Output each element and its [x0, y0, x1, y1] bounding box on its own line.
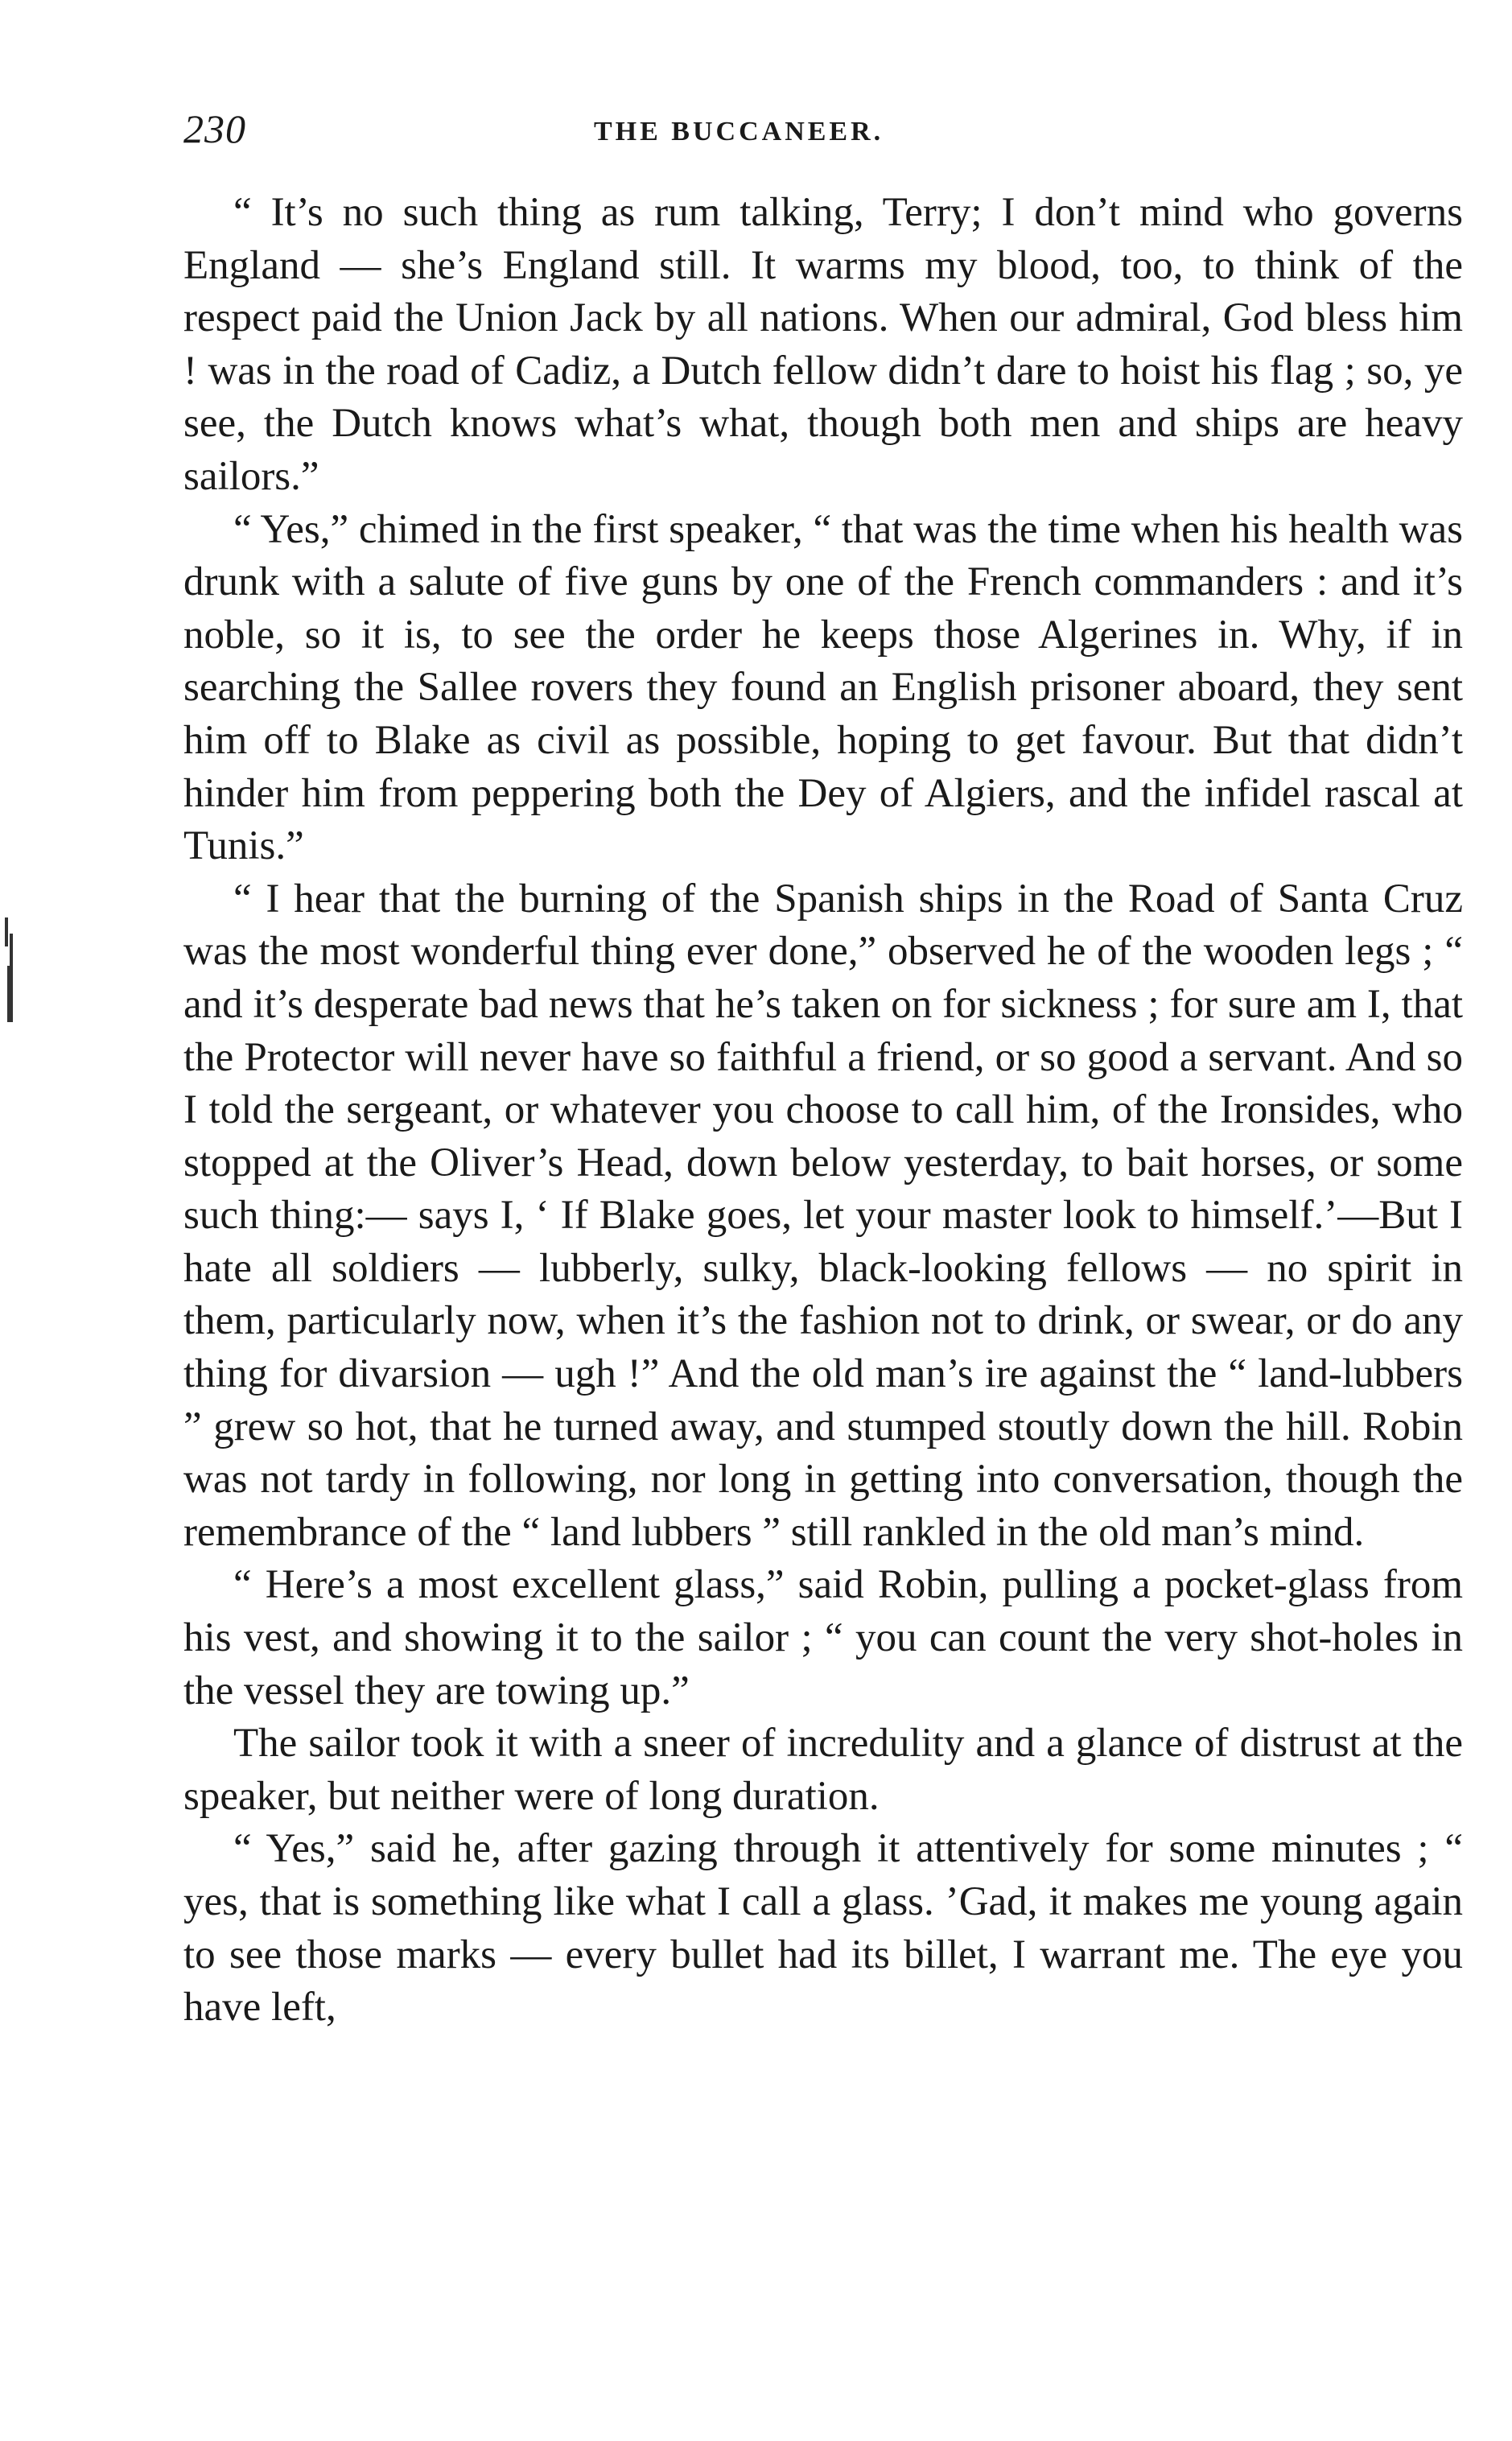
paragraph: The sailor took it with a sneer of incredulity and a glance of distrust at the speaker, but neither were of long duration. — [183, 1721, 1463, 1819]
paragraph: “ Here’s a most excellent glass,” said Robin, pulling a pocket-glass from his vest, and showing it to the sailor ; “ you can count the very shot-holes in the vessel they are towing up.” — [183, 1562, 1463, 1713]
paragraph: “ I hear that the burning of the Spanish ships in the Road of Santa Cruz was the most wonderful thing ever done,” observed he of the wooden legs ; “ and it’s desperate bad news that he’s taken on for sickness ; for sure am I, that the Protector will never have so faithful a friend, or so good a servant. And so I told the sergeant, or whatever you choose to call him, of the Ironsides, who stopped at the Oliver’s Head, down below yesterday, to bait horses, or some such thing:— says I, ‘ If Blake goes, let your master look to himself.’—But I hate all soldiers — lubberly, sulky, black-looking fellows — no spirit in them, particularly now, when it’s the fashion not to drink, or swear, or do any thing for divarsion — ugh !” And the old man’s ire against the “ land-lubbers ” grew so hot, that he turned away, and stumped stoutly down the hill. Robin was not tardy in following, nor long in getting into conversation, though the remembrance of the “ land lubbers ” still rankled in the old man’s mind. — [183, 876, 1463, 1555]
running-head: THE BUCCANEER. — [594, 117, 884, 146]
page-number: 230 — [183, 106, 246, 151]
paragraph: “ It’s no such thing as rum talking, Terry; I don’t mind who governs England — she’s England still. It warms my blood, too, to think of the respect paid the Union Jack by all nations. When our admiral, God bless him ! was in the road of Cadiz, a Dutch fellow didn’t dare to hoist his flag ; so, ye see, the Dutch knows what’s what, though both men and ships are heavy sailors.” — [183, 190, 1463, 499]
body-text — [183, 187, 1463, 2035]
paragraph: “ Yes,” said he, after gazing through it attentively for some minutes ; “ yes, that is something like what I call a glass. ’Gad, it makes me young again to see those marks — every bullet had its billet, I warrant me. The eye you have left, — [183, 1826, 1463, 2031]
margin-ink-mark — [5, 917, 16, 1030]
paragraph: “ Yes,” chimed in the first speaker, “ that was the time when his health was drunk with a salute of five guns by one of the French commanders : and it’s noble, so it is, to see the order he keeps those Algerines in. Why, if in searching the Sallee rovers they found an English prisoner aboard, they sent him off to Blake as civil as possible, hoping to get favour. But that didn’t hinder him from peppering both the Dey of Algiers, and the infidel rascal at Tunis.” — [183, 506, 1463, 869]
page-header — [183, 105, 1471, 169]
